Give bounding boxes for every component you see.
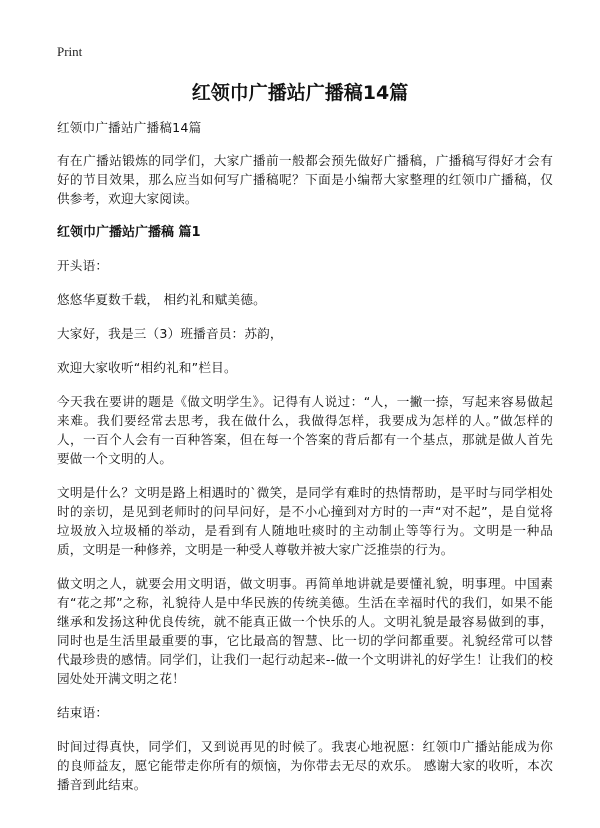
section-heading: 红领巾广播站广播稿 篇1: [57, 225, 201, 240]
closing-label: 结束语：: [57, 705, 109, 720]
action-paragraph: 做文明之人，就要会用文明语，做文明事。再简单地讲就是要懂礼貌，明事理。中国素有“花之邦”之称，礼貌待人是中华民族的传统美德。生活在幸福时代的我们，如果不能继承和发扬这种优良传统，就不能真正做一个快乐的人。文明礼貌是最容易做到的事，同时也是生活里最重要的事，它比最高的智慧、比一切的学问都重要。礼貌经常可以替代最珍贵的感情。同学们，让我们一起行动起来--做一个文明讲礼的好学生！让我们的校园处处开满文明之花！: [57, 576, 553, 686]
closing-paragraph: 时间过得真快，同学们，又到说再见的时候了。我衷心地祝愿：红领巾广播站能成为你的良师益友，愿它能带走你所有的烦恼，为你带去无尽的欢乐。 感谢大家的收听，本次播音到此结束。: [57, 739, 553, 792]
document-title: 红领巾广播站广播稿14篇: [191, 82, 409, 104]
intro-paragraph: 有在广播站锻炼的同学们，大家广播前一般都会预先做好广播稿，广播稿写得好才会有好的节目效果，那么应当如何写广播稿呢？下面是小编帮大家整理的红领巾广播稿，仅供参考，欢迎大家阅读。: [57, 153, 553, 206]
document-body: [57, 118, 553, 809]
welcome-line: 欢迎大家收听“相约礼和”栏目。: [57, 360, 237, 375]
civility-paragraph: 文明是什么？文明是路上相遇时的`微笑，是同学有难时的热情帮助，是平时与同学相处时的亲切，是见到老师时的问早问好，是不小心撞到对方时的一声“对不起”，是自觉将垃圾放入垃圾桶的举动，是看到有人随地吐痰时的主动制止等等行为。文明是一种品质，文明是一种修养，文明是一种受人尊敬并被大家广泛推崇的行为。: [57, 485, 553, 557]
document-subtitle: 红领巾广播站广播稿14篇: [57, 120, 202, 135]
greeting-line: 大家好，我是三（3）班播音员：苏韵，: [57, 326, 283, 341]
poem-line: 悠悠华夏数千载， 相约礼和赋美德。: [57, 292, 266, 307]
print-link[interactable]: Print: [57, 44, 83, 59]
topic-paragraph: 今天我在要讲的题是《做文明学生》。记得有人说过：“人，一撇一捺，写起来容易做起来难。我们要经常去思考，我在做什么，我做得怎样，我要成为怎样的人。”做怎样的人，一百个人会有一百种答案，但在每一个答案的背后都有一个基点，那就是做人首先要做一个文明的人。: [57, 394, 553, 466]
opening-label: 开头语：: [57, 258, 109, 273]
